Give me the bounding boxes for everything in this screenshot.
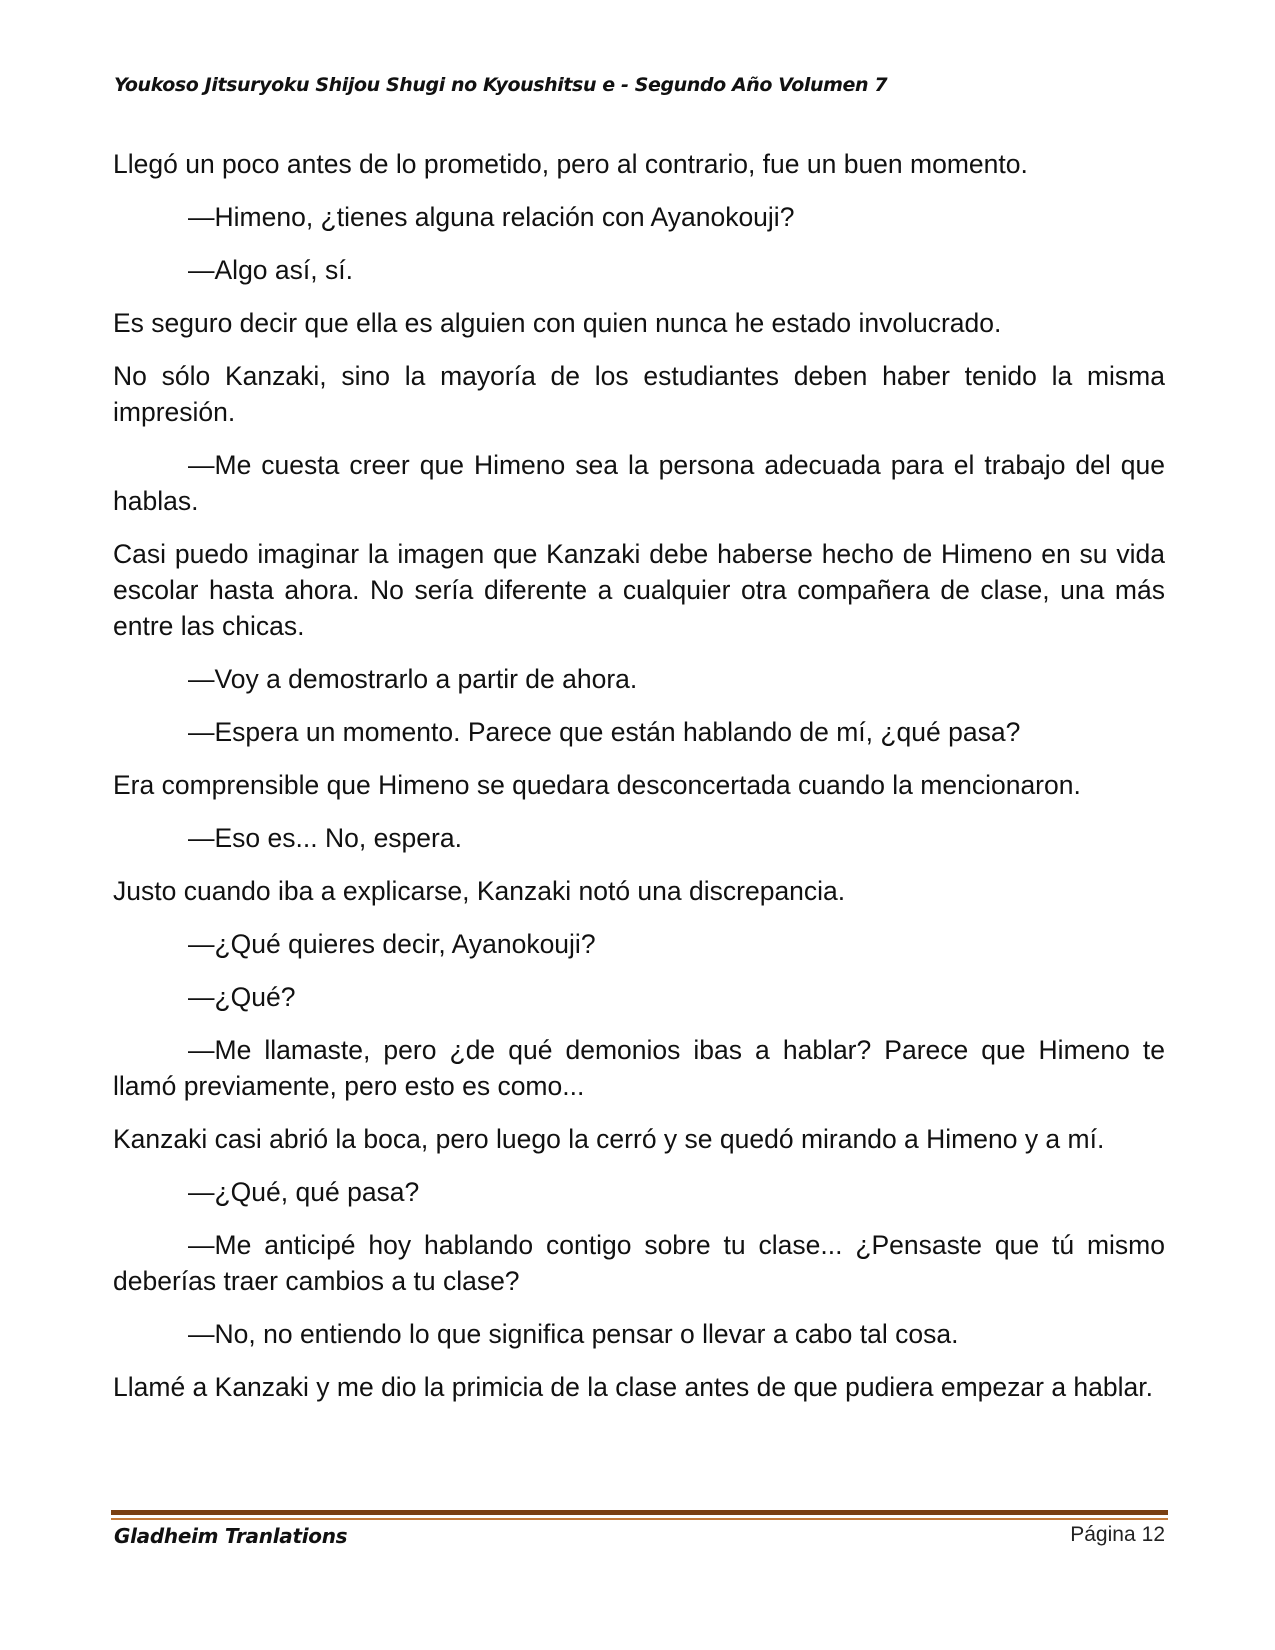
paragraph: Llamé a Kanzaki y me dio la primicia de la clase antes de que pudiera empezar a hablar.: [113, 1372, 1153, 1402]
paragraph: Llegó un poco antes de lo prometido, pero al contrario, fue un buen momento.: [113, 149, 1028, 179]
footer-credit: Gladheim Tranlations: [114, 1524, 348, 1548]
header-title: Youkoso Jitsuryoku Shijou Shugi no Kyoushitsu e - Segundo Año Volumen 7: [114, 74, 888, 96]
paragraph: No sólo Kanzaki, sino la mayoría de los estudiantes deben haber tenido la misma impresión.: [113, 361, 1165, 427]
page-label: Página: [1070, 1523, 1136, 1546]
dialogue-line: —¿Qué quieres decir, Ayanokouji?: [188, 929, 596, 959]
dialogue-line: —Voy a demostrarlo a partir de ahora.: [188, 664, 638, 694]
page-number: [1070, 1523, 1165, 1547]
dialogue-line: —No, no entiendo lo que significa pensar o llevar a cabo tal cosa.: [188, 1319, 959, 1349]
footer-divider-accent: [111, 1518, 1168, 1520]
dialogue-line: —Espera un momento. Parece que están hablando de mí, ¿qué pasa?: [188, 717, 1021, 747]
dialogue-line: —Me llamaste, pero ¿de qué demonios ibas a hablar? Parece que Himeno te llamó previamente, pero esto es como...: [113, 1035, 1165, 1101]
paragraph: Casi puedo imaginar la imagen que Kanzaki debe haberse hecho de Himeno en su vida escolar hasta ahora. No sería diferente a cualquier otra compañera de clase, una más entre las chicas.: [113, 539, 1165, 641]
body-text: [113, 146, 1165, 1422]
dialogue-line: —¿Qué?: [188, 982, 296, 1012]
footer-divider: [111, 1510, 1168, 1515]
dialogue-line: —Algo así, sí.: [188, 255, 353, 285]
dialogue-line: —¿Qué, qué pasa?: [188, 1177, 420, 1207]
paragraph: Es seguro decir que ella es alguien con quien nunca he estado involucrado.: [113, 308, 1002, 338]
dialogue-line: —Eso es... No, espera.: [188, 823, 462, 853]
page-number-value: 12: [1141, 1523, 1165, 1546]
paragraph: Justo cuando iba a explicarse, Kanzaki notó una discrepancia.: [113, 876, 846, 906]
paragraph: Kanzaki casi abrió la boca, pero luego la cerró y se quedó mirando a Himeno y a mí.: [113, 1124, 1105, 1154]
dialogue-line: —Me cuesta creer que Himeno sea la persona adecuada para el trabajo del que hablas.: [113, 450, 1165, 516]
dialogue-line: —Himeno, ¿tienes alguna relación con Ayanokouji?: [188, 202, 795, 232]
dialogue-line: —Me anticipé hoy hablando contigo sobre tu clase... ¿Pensaste que tú mismo deberías traer cambios a tu clase?: [113, 1230, 1165, 1296]
paragraph: Era comprensible que Himeno se quedara desconcertada cuando la mencionaron.: [113, 770, 1081, 800]
